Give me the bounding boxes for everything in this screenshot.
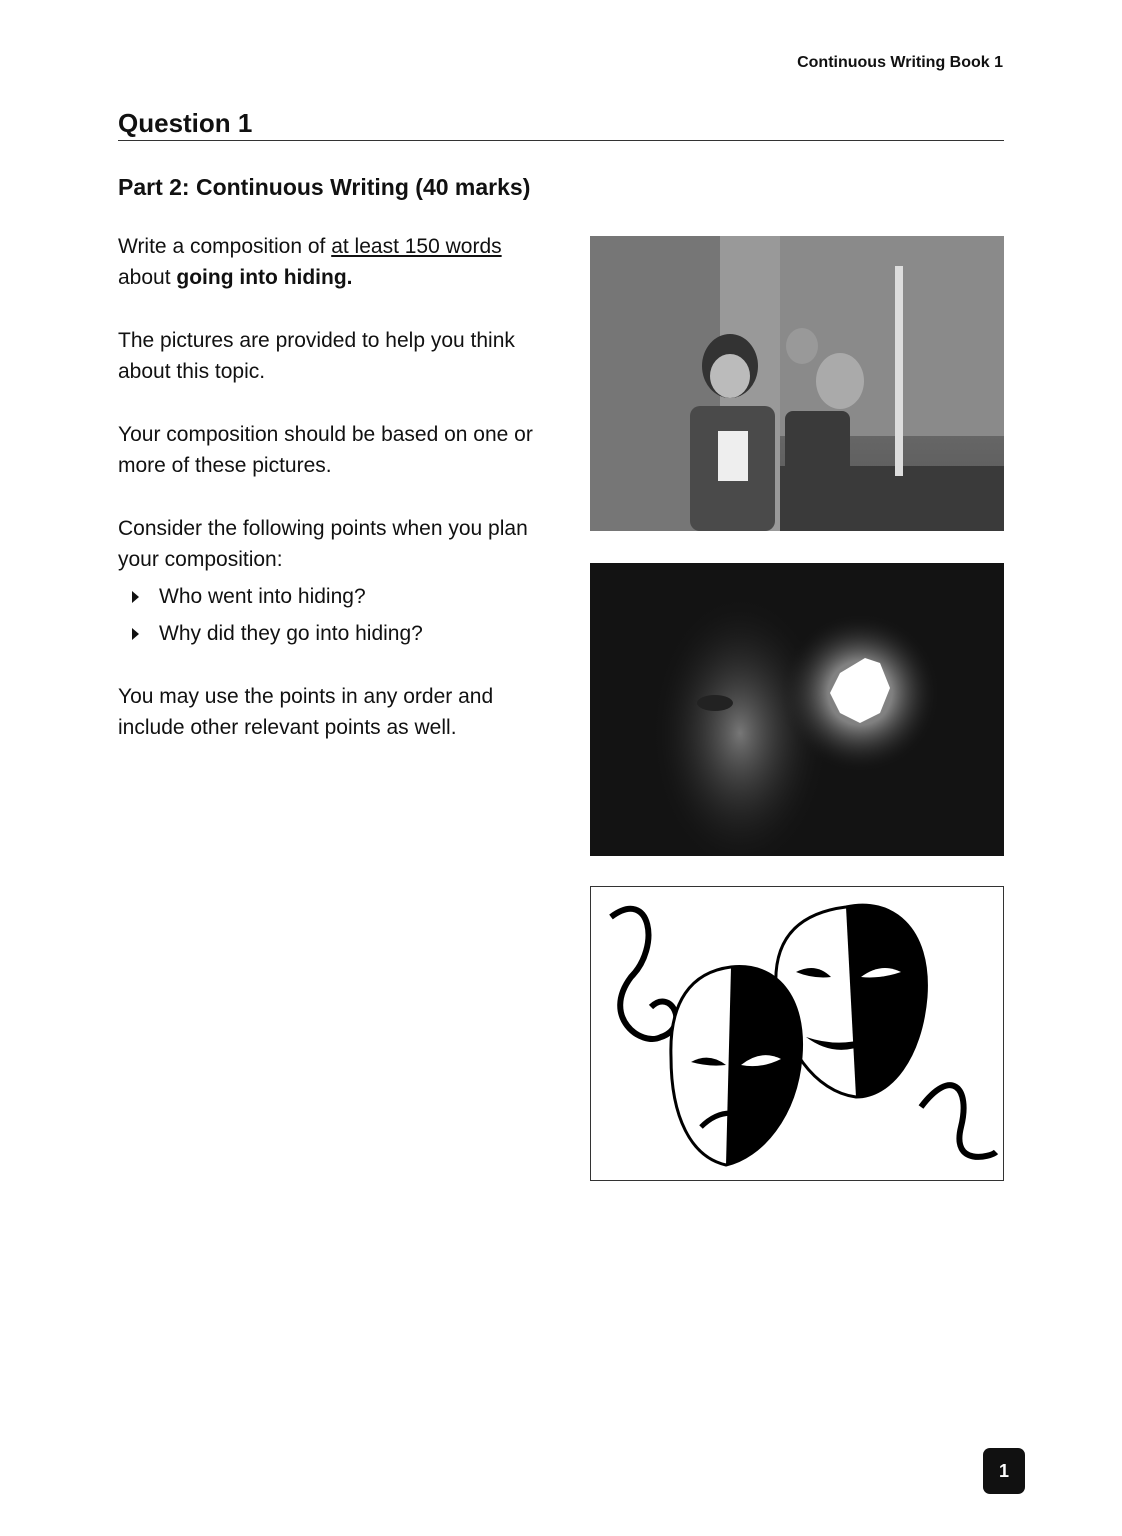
instruction-order: You may use the points in any order and include other relevant points as well.: [118, 685, 494, 739]
bullet-triangle-icon: [132, 591, 139, 603]
bullet-triangle-icon: [132, 628, 139, 640]
book-title: Continuous Writing Book 1: [797, 54, 1003, 71]
word-count-requirement: at least 150 words: [331, 235, 502, 258]
instruction-consider: Consider the following points when you plan your composition:: [118, 517, 528, 571]
instructions: [118, 231, 538, 775]
text: about: [118, 266, 177, 289]
list-item: [118, 581, 538, 612]
instruction-based-on: Your composition should be based on one or more of these pictures.: [118, 423, 533, 477]
point-text: Why did they go into hiding?: [159, 622, 423, 645]
text: Write a composition of: [118, 235, 332, 258]
instruction-task: [118, 231, 538, 293]
list-item: [118, 618, 538, 649]
topic: going into hiding.: [176, 266, 353, 289]
divider: [118, 140, 1004, 141]
instruction-pictures: The pictures are provided to help you think about this topic.: [118, 329, 515, 383]
part-title: Part 2: Continuous Writing (40 marks): [118, 174, 531, 200]
points-list: [118, 581, 538, 649]
children-hiding-behind-tree-photo: [590, 236, 1004, 531]
page-number-badge: 1: [983, 1448, 1025, 1494]
person-peeking-through-hole-photo: [590, 563, 1004, 856]
theatre-masks-illustration: [590, 886, 1004, 1181]
point-text: Who went into hiding?: [159, 585, 366, 608]
question-title: Question 1: [118, 108, 253, 138]
